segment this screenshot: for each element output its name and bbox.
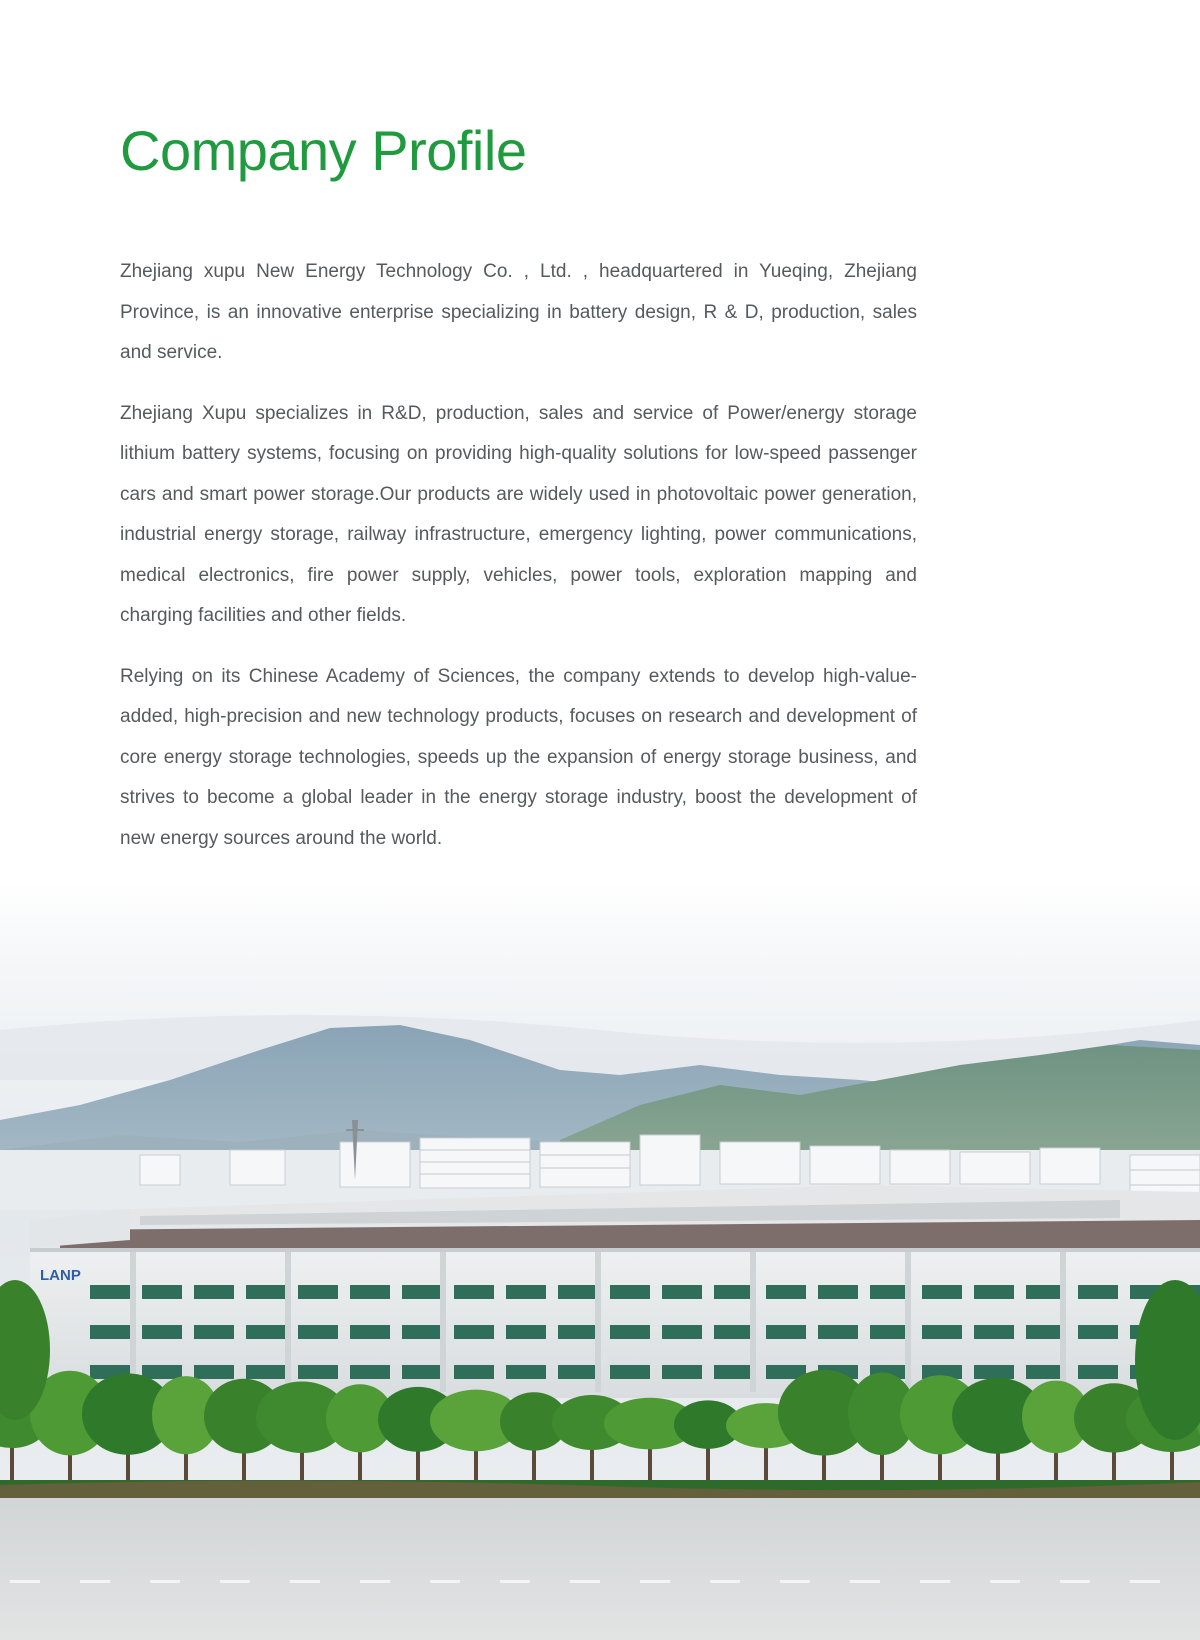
page-title: Company Profile (120, 119, 527, 182)
paragraph-vision: Relying on its Chinese Academy of Sciences, the company extends to develop high-value-added, high-precision and new technology products, focuses on research and development of core energy storage technologies, speeds up the expansion of energy storage business, and strives to become a global leader in the energy storage industry, boost the development of new energy sources around the world. (120, 665, 917, 849)
profile-text (120, 252, 917, 879)
paragraph-products: Zhejiang Xupu specializes in R&D, production, sales and service of Power/energy storage lithium battery systems, focusing on providing high-quality solutions for low-speed passenger cars and smart power storage.Our products are widely used in photovoltaic power generation, industrial energy storage, railway infrastructure, emergency lighting, power communications, medical electronics, fire power supply, vehicles, power tools, exploration mapping and charging facilities and other fields. (120, 402, 917, 626)
paragraph-intro: Zhejiang xupu New Energy Technology Co. , Ltd. , headquartered in Yueqing, Zhejiang Province, is an innovative enterprise specializing in battery design, R & D, production, sales and service. (120, 261, 917, 363)
building-sign: LANP (40, 1267, 81, 1284)
factory-landscape-photo (0, 880, 1200, 1640)
